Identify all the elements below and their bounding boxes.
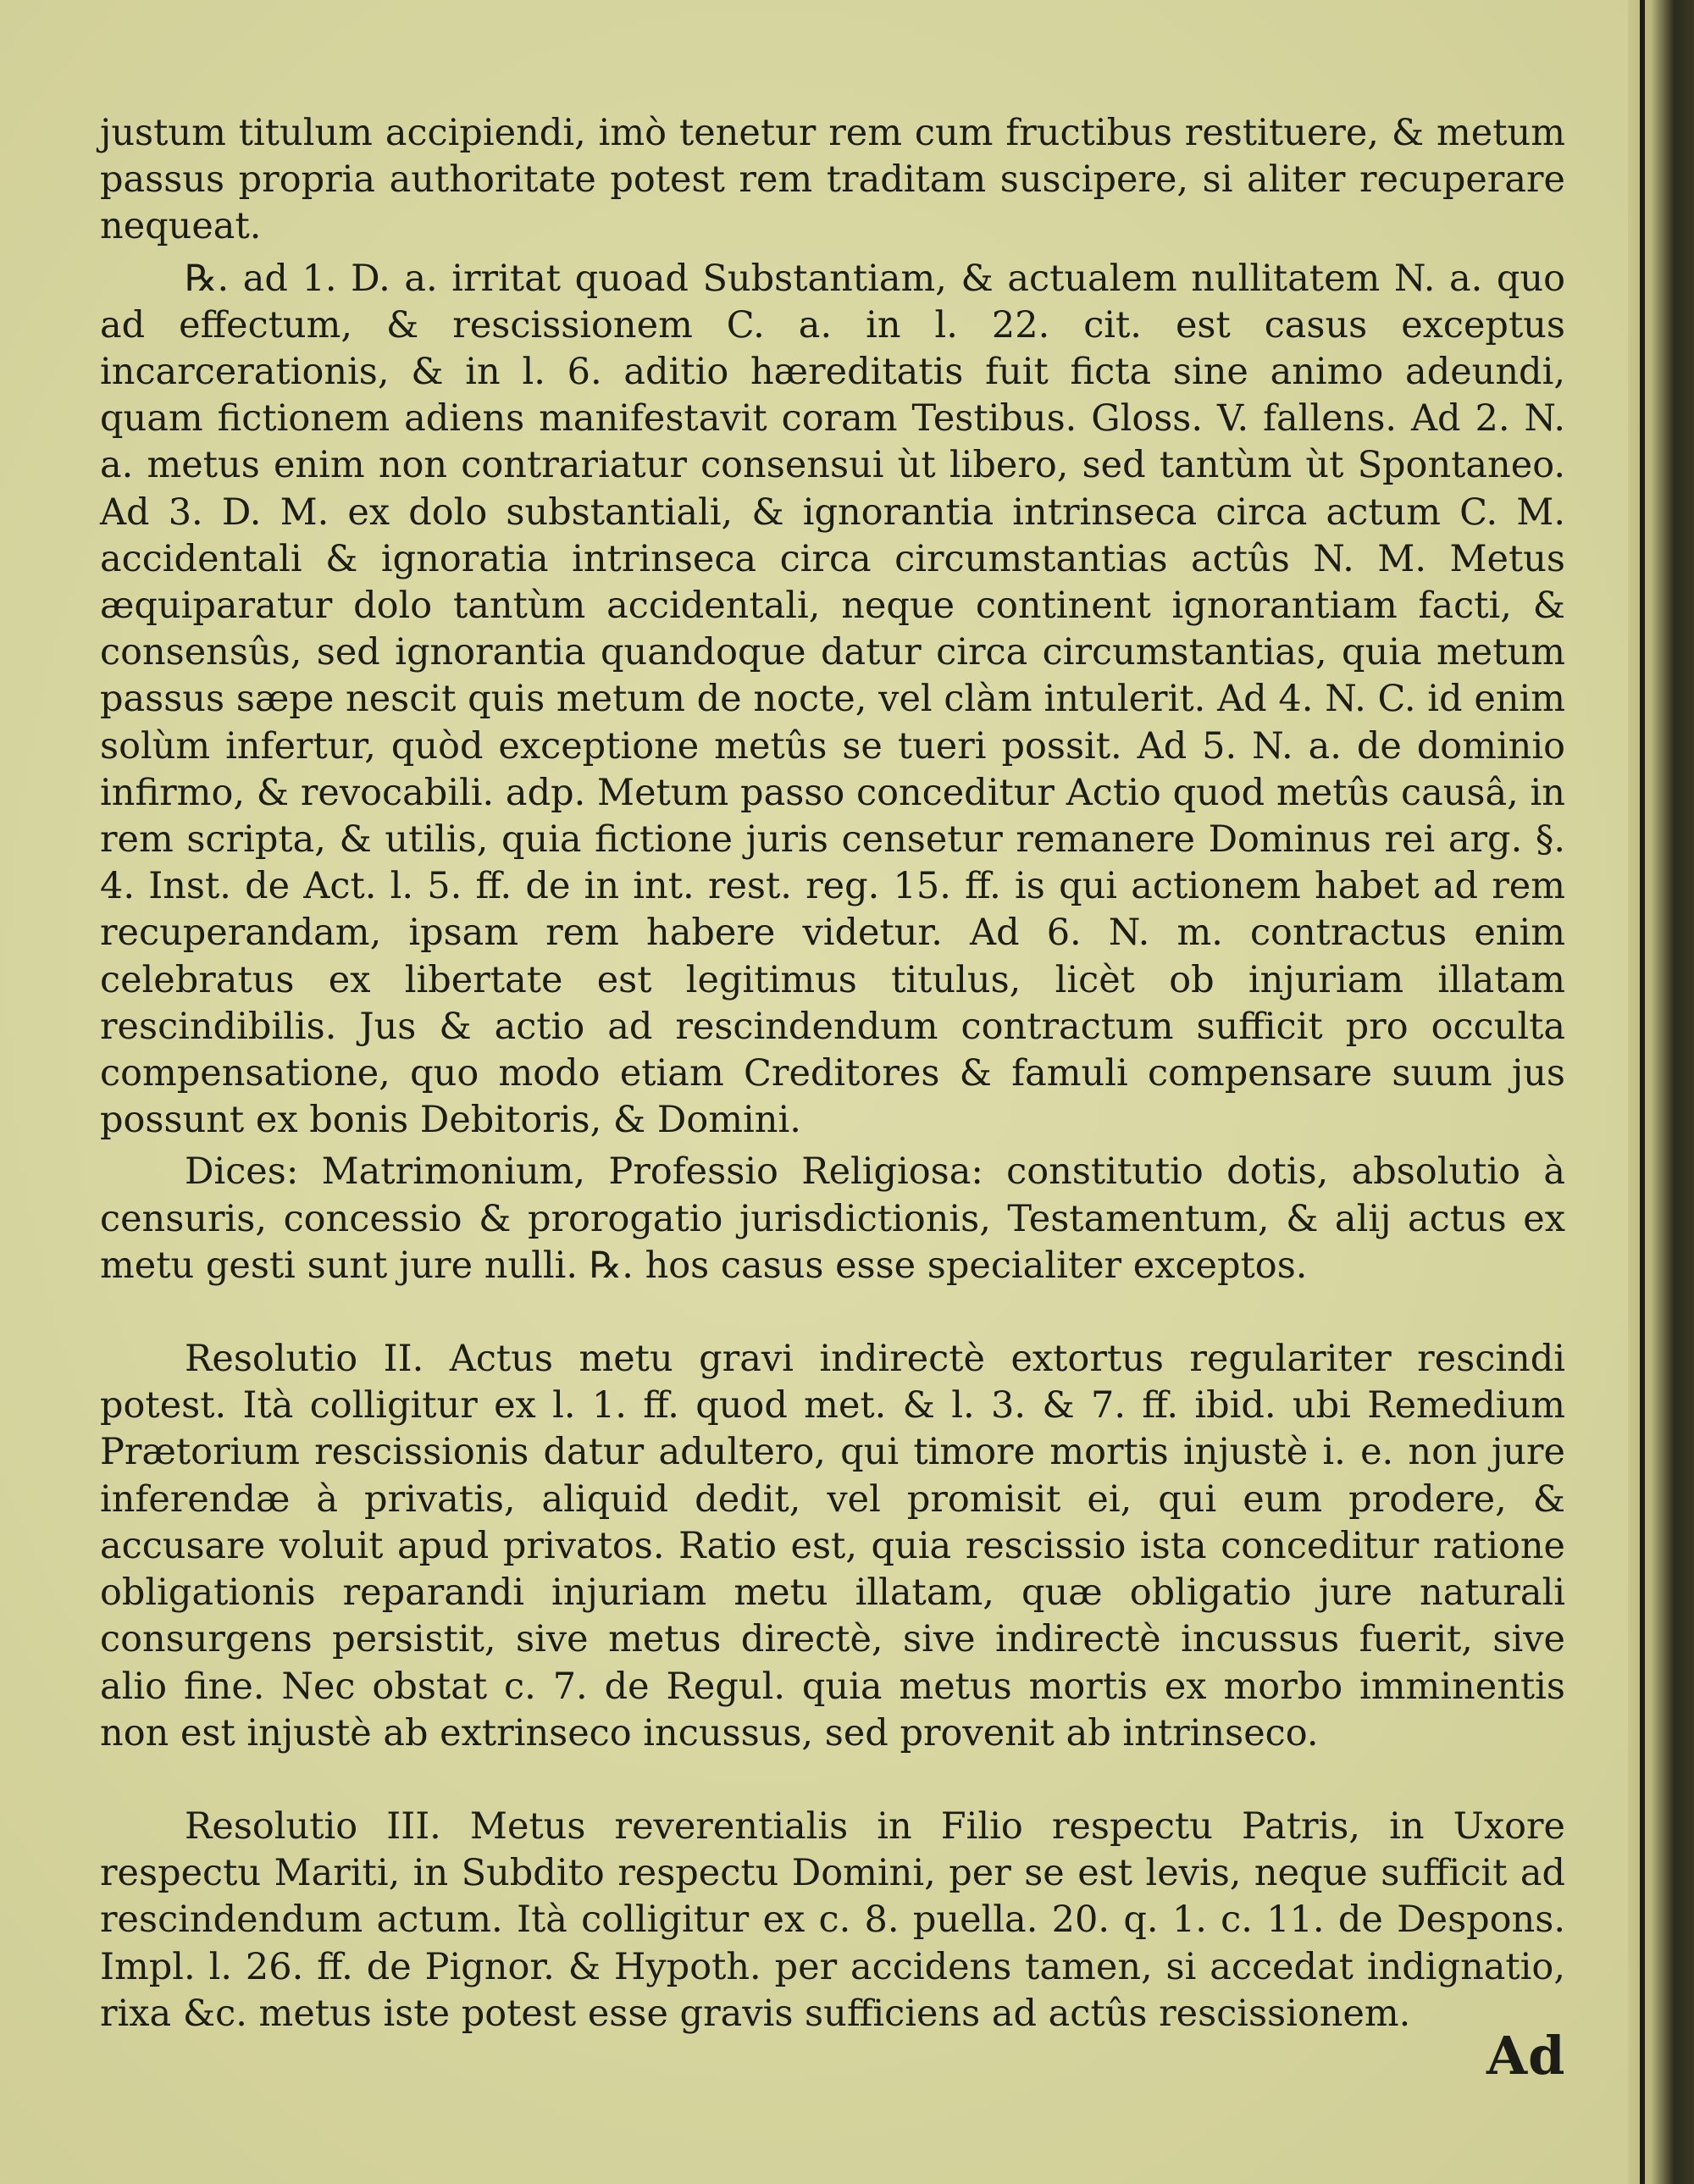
spine-edge — [1640, 0, 1645, 2184]
paragraph-responsio: ℞. ad 1. D. a. irritat quoad Substantiam, & actualem nullitatem N. a. quo ad effectum, & rescissionem C. a. in l. 22. cit. est casus exceptus incarcerationis, & in l. 6. aditio hæreditatis fuit ficta sine animo adeundi, quam fictionem adiens manifestavit coram Testibus. Gloss. V. fallens. Ad 2. N. a. metus enim non contrariatur consensui ùt libero, sed tantùm ùt Spontaneo. Ad 3. D. M. ex dolo substantiali, & ignorantia intrinseca circa actum C. M. accidentali & ignoratia intrinseca circa circumstantias actûs N. M. Metus æquiparatur dolo tantùm accidentali, neque continent ignorantiam facti, & consensûs, sed ignorantia quandoque datur circa circumstantias, quia metum passus sæpe nescit quis metum de nocte, vel clàm intulerit. Ad 4. N. C. id enim solùm infertur, quòd exceptione metûs se tueri possit. Ad 5. N. a. de dominio infirmo, & revocabili. adp. Metum passo conceditur Actio quod metûs causâ, in rem scripta, & utilis, quia fictione juris censetur remanere Dominus rei arg. §. 4. Inst. de Act. l. 5. ff. de in int. rest. reg. 15. ff. is qui actionem habet ad rem recuperandam, ipsam rem habere videtur. Ad 6. N. m. contractus enim celebratus ex libertate est legitimus titulus, licèt ob injuriam illatam rescindibilis. Jus & actio ad rescindendum contractum sufficit pro occulta compensatione, quo modo etiam Creditores & famuli compensare suum jus possunt ex bonis Debitoris, & Domini. — [100, 257, 1565, 1142]
paragraph-dices: Dices: Matrimonium, Professio Religiosa: constitutio dotis, absolutio à censuris, concessio & prorogatio jurisdictionis, Testamentum, & alij actus ex metu gesti sunt jure nulli. ℞. hos casus esse specialiter exceptos. — [100, 1150, 1565, 1287]
paragraph-continuation: justum titulum accipiendi, imò tenetur rem cum fructibus restituere, & metum passus propria authoritate potest rem traditam suscipere, si aliter recuperare nequeat. — [100, 112, 1565, 248]
book-spine — [1628, 0, 1694, 2184]
main-text — [100, 110, 1565, 2037]
paragraph-resolutio-ii: Resolutio II. Actus metu gravi indirectè extortus regulariter rescindi potest. Ità colligitur ex l. 1. ff. quod met. & l. 3. & 7. ff. ibid. ubi Remedium Prætorium rescissionis datur adultero, qui timore mortis injustè i. e. non jure inferendæ à privatis, aliquid dedit, vel promisit ei, qui eum prodere, & accusare voluit apud privatos. Ratio est, quia rescissio ista conceditur ratione obligationis reparandi injuriam metu illatam, quæ obligatio jure naturali consurgens persistit, sive metus directè, sive indirectè incussus fuerit, sive alio fine. Nec obstat c. 7. de Regul. quia metus mortis ex morbo imminentis non est injustè ab extrinseco incussus, sed provenit ab intrinseco. — [100, 1338, 1565, 1754]
paragraph-resolutio-iii: Resolutio III. Metus reverentialis in Filio respectu Patris, in Uxore respectu Mariti, in Subdito respectu Domini, per se est levis, neque sufficit ad rescindendum actum. Ità colligitur ex c. 8. puella. 20. q. 1. c. 11. de Despons. Impl. l. 26. ff. de Pignor. & Hypoth. per accidens tamen, si accedat indignatio, rixa &c. metus iste potest esse gravis sufficiens ad actûs rescissionem. — [100, 1804, 1565, 2035]
catchword: Ad — [1486, 2025, 1566, 2087]
